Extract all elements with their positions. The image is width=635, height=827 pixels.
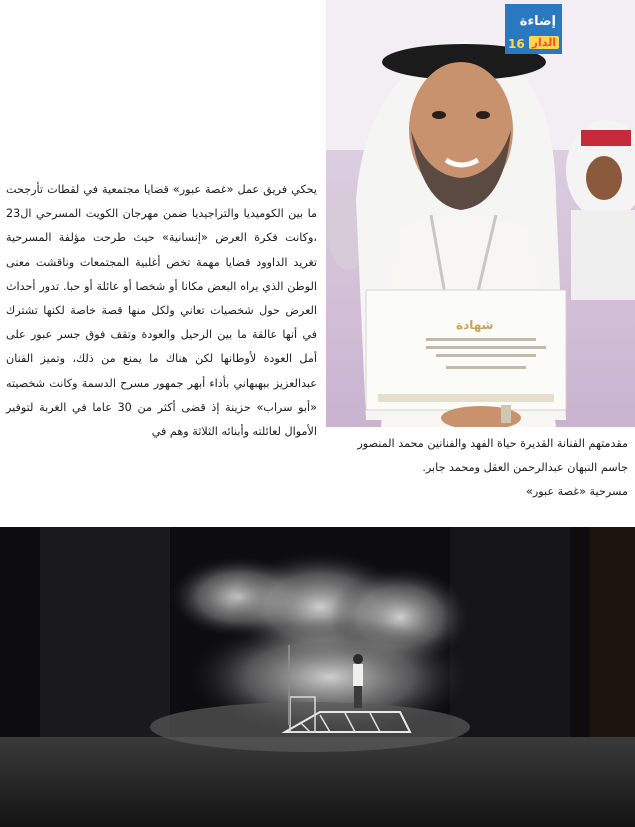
section-label: إضاءة (519, 14, 556, 29)
caption-title: مسرحية «غصة عبور» (525, 485, 628, 498)
photo-caption (331, 432, 628, 504)
caption-credits: مقدمتهم الفنانة القديرة حياة الفهد والفنانين محمد المنصور جاسم النبهان عبدالرحمن العقل ومحمد جابر. (357, 437, 628, 474)
article-text: يحكي فريق عمل «غصة عبور» قضايا مجتمعية في لقطات تأرجحت ما بين الكوميديا والتراجيديا ضمن مهرجان الكويت المسرحي ال23 ،وكانت فكرة العرض «إنسانية» حيث طرحت مؤلفة المسرحية تغريد الداوود قضايا مهمة تخص أغلبية المجتمعات وناقشت معنى الوطن الذي يراه البعض مكانا أو شخصا أو عائلة أو حبا. تدور أحداث العرض حول شخصيات تعاني ولكل منها قصة خاصة لكنها تشترك في أنها عالقة ما بين الرحيل والعودة وتقف فوق جسر عبور على أمل العودة لأوطانها لكن هناك ما يمنع من ذلك، وتميز الفنان عبدالعزيز ببهبهاني بأداء أبهر جمهور مسرح الدسمة وكانت شخصيته «أبو سراب» حزينة إذ قضى أكثر من 30 عاما في الغربة لتوفير الأموال لعائلته وأبنائه الثلاثة وهم في (6, 183, 318, 439)
section-header-tab (505, 4, 562, 54)
page-number: 16 (508, 37, 525, 51)
honoree-illustration (326, 0, 635, 427)
stage-photo (0, 527, 635, 827)
article-body (6, 178, 317, 444)
stage-illustration (0, 527, 635, 827)
magazine-logo: الدار (529, 36, 559, 49)
certificate-title: شهادة (456, 318, 494, 332)
honoree-photo (326, 0, 635, 427)
